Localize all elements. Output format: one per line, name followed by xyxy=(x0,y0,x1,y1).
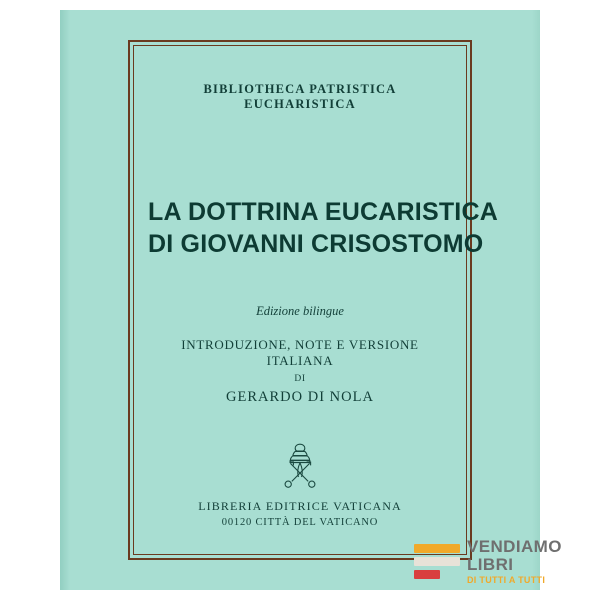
series-title: BIBLIOTHECA PATRISTICA EUCHARISTICA xyxy=(203,82,397,111)
title-line-1: LA DOTTRINA EUCARISTICA xyxy=(148,198,498,226)
papal-keys-tiara-icon xyxy=(278,441,322,491)
cover-spine-shading xyxy=(60,10,70,590)
publisher-name: LIBRERIA EDITRICE VATICANA xyxy=(198,499,402,513)
contributor-name: GERARDO DI NOLA xyxy=(226,389,374,405)
page-title xyxy=(148,196,498,260)
watermark-bar-orange xyxy=(414,544,460,553)
vendiamolibri-watermark xyxy=(414,530,592,592)
cover-text-block xyxy=(132,44,498,556)
publisher-block xyxy=(132,441,468,528)
edition-note: Edizione bilingue xyxy=(256,304,344,318)
watermark-line-bottom: DI TUTTI A TUTTI xyxy=(467,574,546,585)
title-line-2: DI GIOVANNI CRISOSTOMO xyxy=(148,230,484,258)
watermark-bar-red xyxy=(414,570,440,579)
contributor-role: INTRODUZIONE, NOTE E VERSIONE ITALIANA xyxy=(181,337,419,368)
cover-edge-shading xyxy=(532,10,540,590)
watermark-line-top: VENDIAMO xyxy=(467,536,562,556)
book-cover-image xyxy=(60,10,540,590)
contributor-connector: DI xyxy=(294,374,306,384)
watermark-flag-bars-icon xyxy=(414,539,460,583)
watermark-line-mid: LIBRI xyxy=(467,554,514,574)
watermark-text xyxy=(467,538,562,585)
watermark-bar-white xyxy=(414,557,460,566)
publisher-address: 00120 CITTÀ DEL VATICANO xyxy=(221,517,379,528)
